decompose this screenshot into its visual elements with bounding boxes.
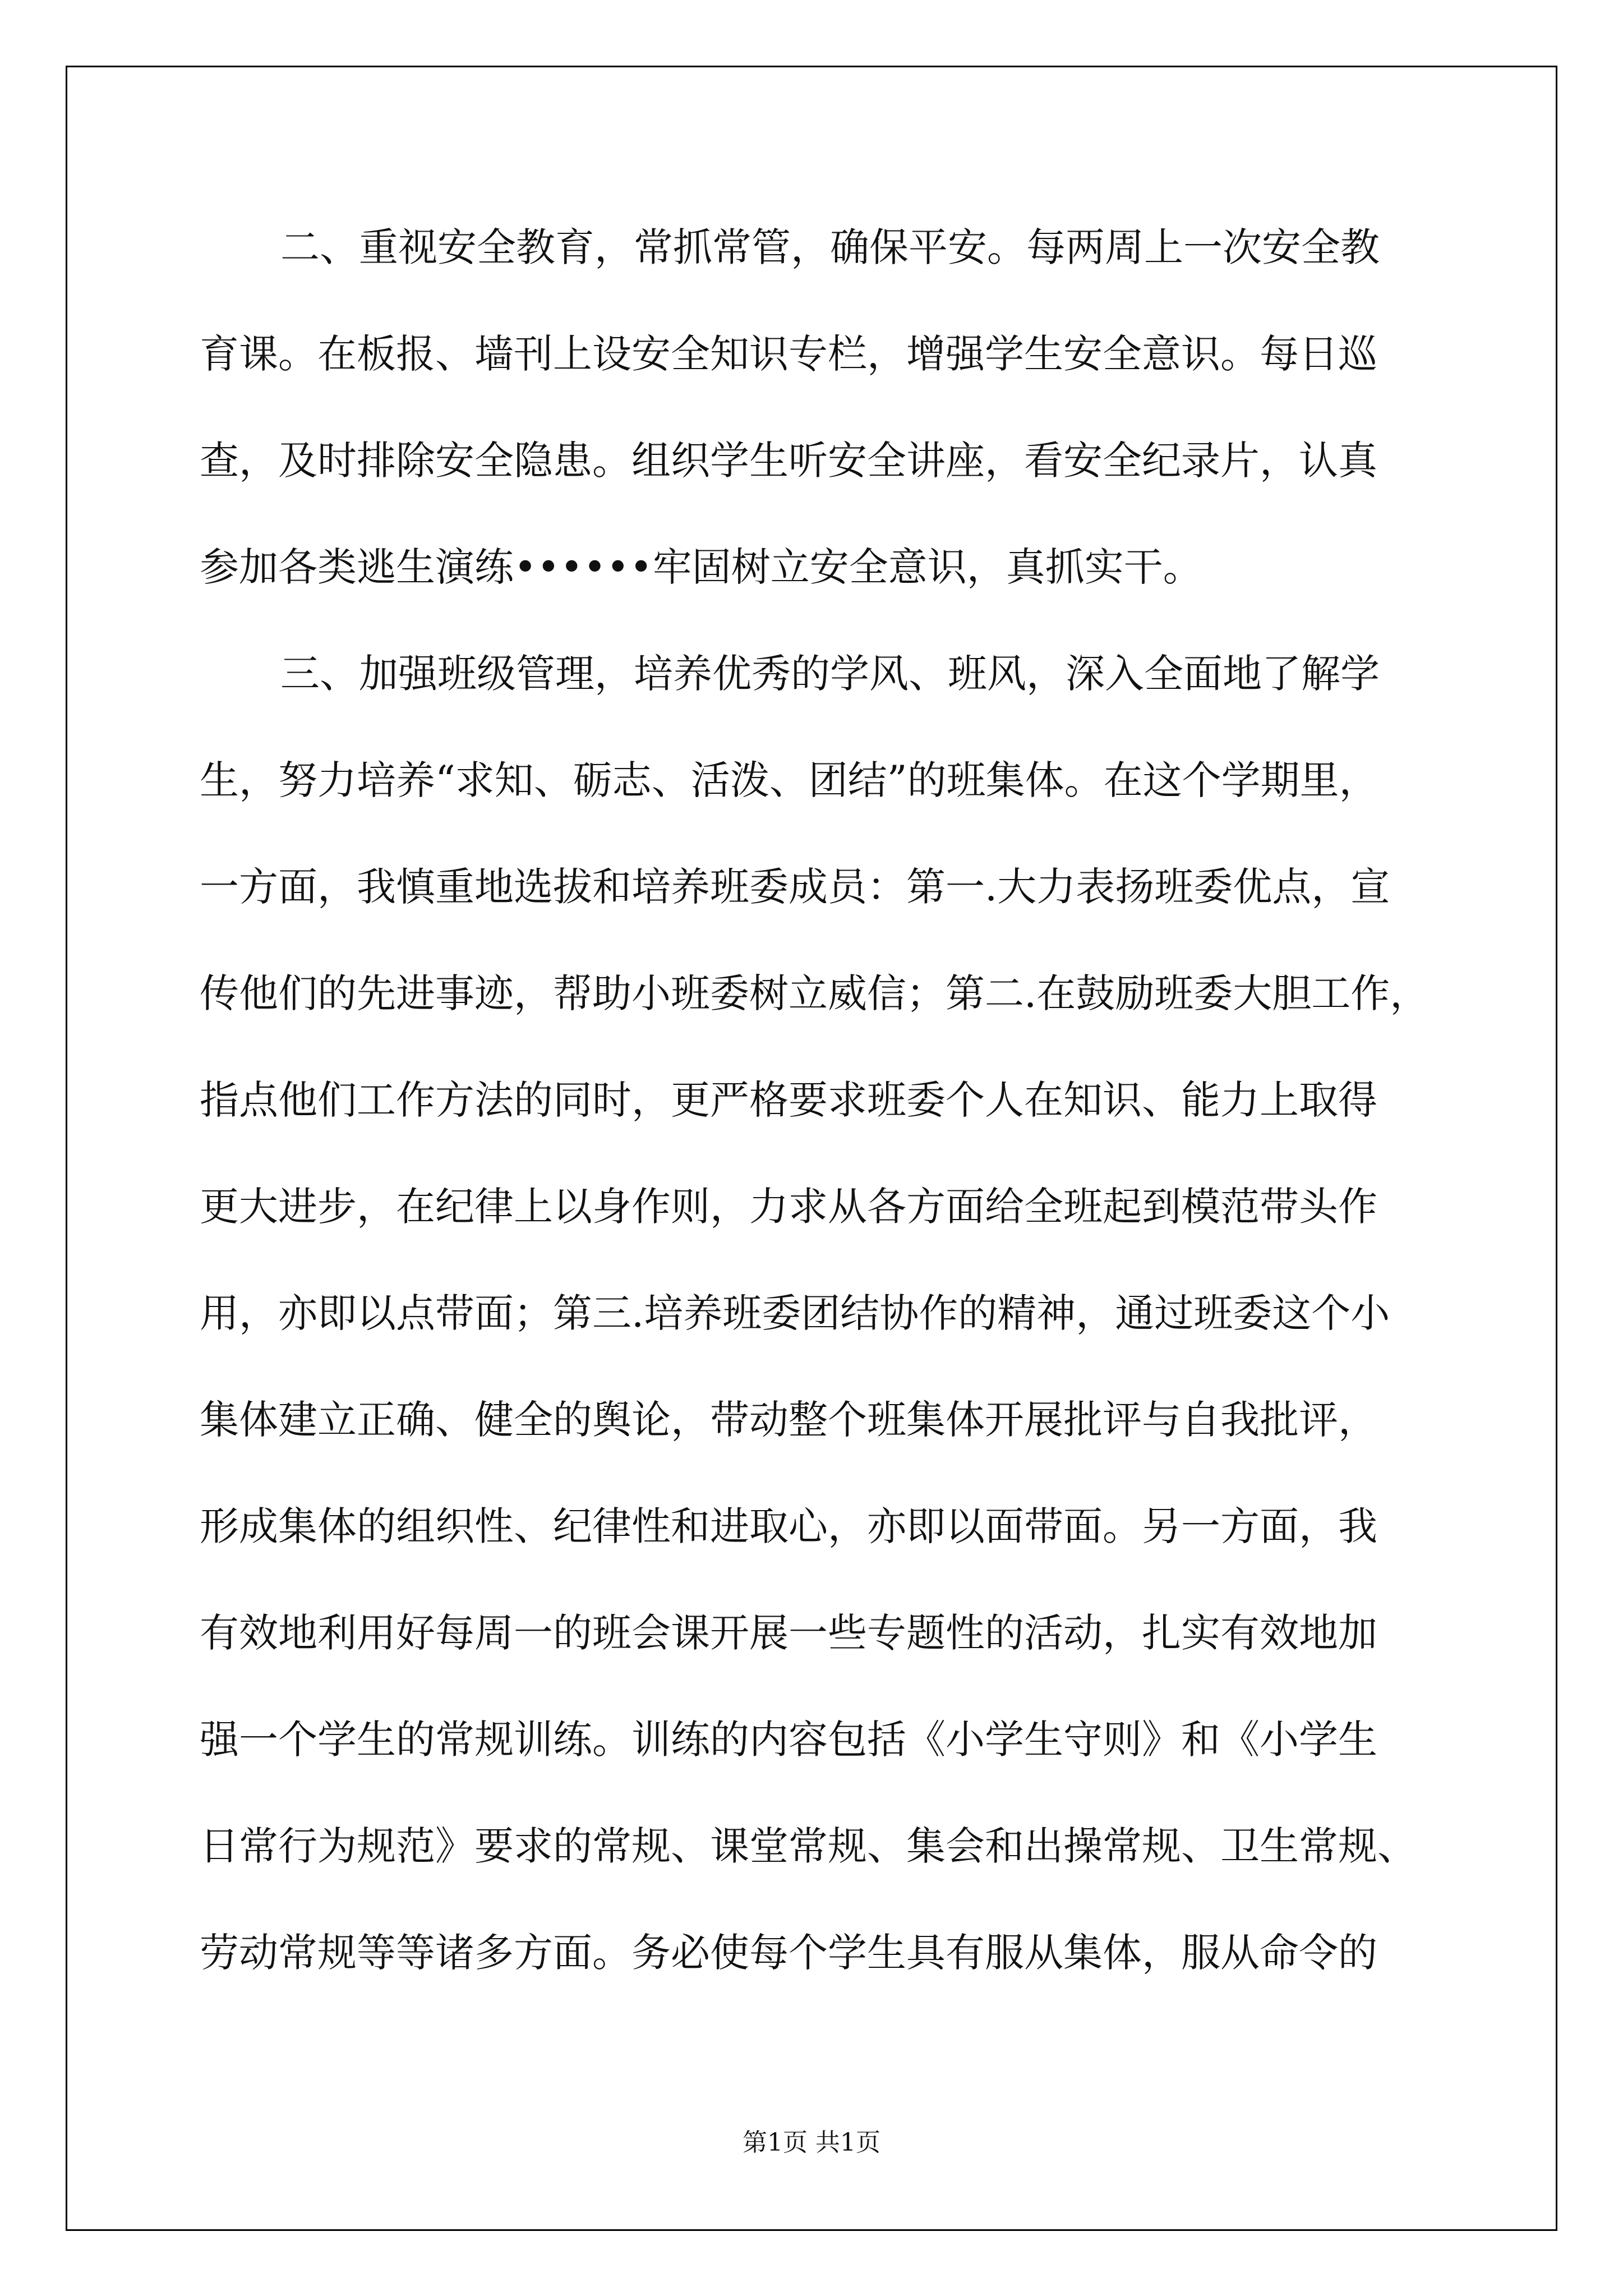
paragraph-3-line-13: 劳动常规等等诸多方面。务必使每个学生具有服从集体，服从命令的 bbox=[200, 1930, 1377, 1976]
paragraph-3-line-3: 一方面，我慎重地选拔和培养班委成员：第一.大力表扬班委优点，宣 bbox=[200, 864, 1390, 910]
paragraph-2-line-2: 育课。在板报、墙刊上设安全知识专栏，增强学生安全意识。每日巡 bbox=[200, 331, 1377, 377]
paragraph-2-line-3: 查，及时排除安全隐患。组织学生听安全讲座，看安全纪录片，认真 bbox=[200, 438, 1377, 484]
paragraph-3-line-9: 形成集体的组织性、纪律性和进取心，亦即以面带面。另一方面，我 bbox=[200, 1503, 1377, 1549]
paragraph-3-line-11: 强一个学生的常规训练。训练的内容包括《小学生守则》和《小学生 bbox=[200, 1717, 1377, 1763]
page-border bbox=[66, 66, 1557, 2231]
paragraph-3-line-1: 三、加强班级管理，培养优秀的学风、班风，深入全面地了解学 bbox=[280, 651, 1380, 697]
paragraph-3-line-4: 传他们的先进事迹，帮助小班委树立威信；第二.在鼓励班委大胆工作， bbox=[200, 970, 1430, 1016]
paragraph-3-line-10: 有效地利用好每周一的班会课开展一些专题性的活动，扎实有效地加 bbox=[200, 1610, 1377, 1656]
paragraph-3-line-7: 用，亦即以点带面；第三.培养班委团结协作的精神，通过班委这个小 bbox=[200, 1290, 1390, 1336]
paragraph-3-line-5: 指点他们工作方法的同时，更严格要求班委个人在知识、能力上取得 bbox=[200, 1077, 1377, 1123]
paragraph-3-line-2: 生，努力培养“求知、砺志、活泼、团结”的班集体。在这个学期里， bbox=[200, 757, 1378, 803]
paragraph-3-line-12: 日常行为规范》要求的常规、课堂常规、集会和出操常规、卫生常规、 bbox=[200, 1823, 1417, 1869]
paragraph-3-line-8: 集体建立正确、健全的舆论，带动整个班集体开展批评与自我批评， bbox=[200, 1397, 1377, 1443]
paragraph-2-line-1: 二、重视安全教育，常抓常管，确保平安。每两周上一次安全教 bbox=[280, 224, 1380, 270]
paragraph-3-line-6: 更大进步，在纪律上以身作则，力求从各方面给全班起到模范带头作 bbox=[200, 1184, 1377, 1230]
paragraph-2-line-4: 参加各类逃生演练••••••牢固树立安全意识，真抓实干。 bbox=[200, 544, 1202, 590]
page-number-footer: 第1页 共1页 bbox=[743, 2128, 880, 2157]
